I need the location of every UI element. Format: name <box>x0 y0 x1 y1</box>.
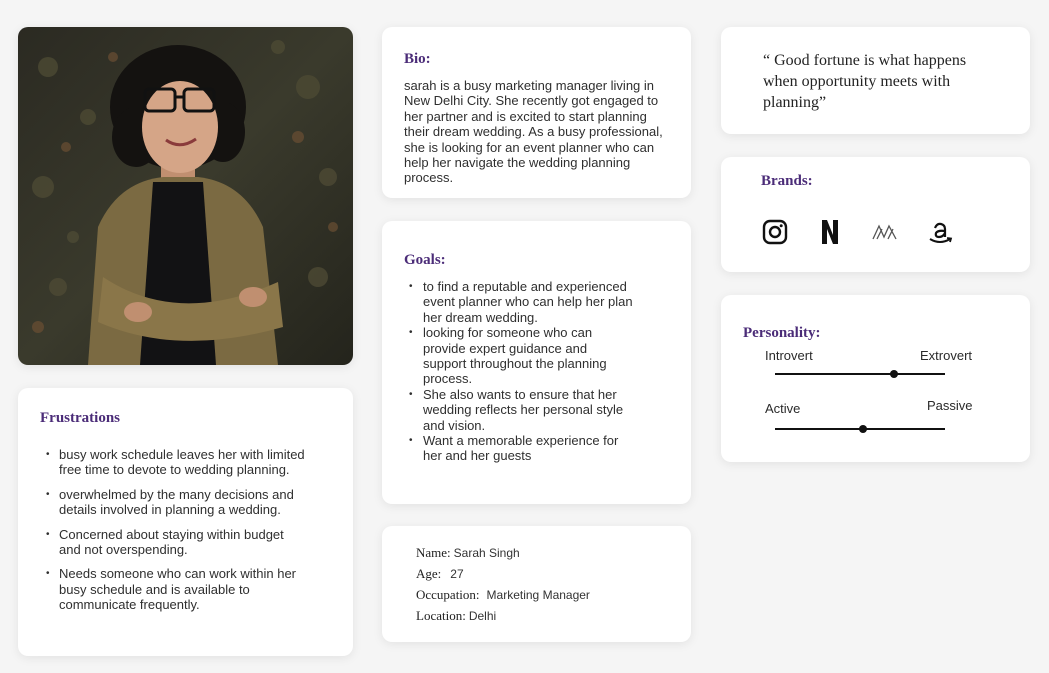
list-item: • Want a memorable experience for her and her guests <box>404 433 633 464</box>
list-item: • overwhelmed by the many decisions and details involved in planning a wedding. <box>40 487 309 518</box>
introvert-extrovert-slider <box>775 373 945 375</box>
location-row <box>416 608 671 629</box>
bio-card <box>382 27 691 198</box>
quote-text: “ Good fortune is what happens when opportunity meets with planning” <box>763 52 967 111</box>
age-label: Age: <box>416 566 442 581</box>
instagram-icon <box>761 218 789 246</box>
age-row <box>416 566 671 587</box>
age-value: 27 <box>450 567 464 581</box>
brands-card <box>721 157 1030 272</box>
quote-card <box>721 27 1030 134</box>
brands-title: Brands: <box>761 173 813 189</box>
personality-sliders <box>743 348 1010 448</box>
portrait-image <box>18 27 353 365</box>
list-item: • Needs someone who can work within her busy schedule and is available to communicate frequently. <box>40 566 309 612</box>
trait-right-label: Extrovert <box>920 348 973 363</box>
netflix-icon <box>816 218 844 246</box>
list-item: • busy work schedule leaves her with limited free time to devote to wedding planning. <box>40 447 309 478</box>
trait-right-label: Passive <box>927 398 973 413</box>
frustrations-title: Frustrations <box>40 410 120 426</box>
active-passive-slider <box>775 428 945 430</box>
location-value: Delhi <box>468 609 497 623</box>
occupation-label: Occupation: <box>416 587 480 602</box>
slider-knob <box>859 425 867 433</box>
location-label: Location: <box>416 608 466 623</box>
occupation-value: Marketing Manager <box>486 588 590 602</box>
personality-card <box>721 295 1030 462</box>
bio-title: Bio: <box>404 51 431 67</box>
brand-icons <box>761 218 1010 246</box>
list-item: • She also wants to ensure that her wedding reflects her personal style and vision. <box>404 387 633 433</box>
list-item: • looking for someone who can provide expert guidance and support throughout the planning process. <box>404 325 633 387</box>
name-label: Name: <box>416 545 451 560</box>
frustrations-list <box>40 447 331 613</box>
frustrations-card <box>18 388 353 656</box>
goals-list <box>404 279 671 464</box>
name-row <box>416 545 671 566</box>
personality-title: Personality: <box>743 325 821 341</box>
goals-card <box>382 221 691 504</box>
list-item: • to find a reputable and experienced event planner who can help her plan her dream wedding. <box>404 279 633 325</box>
trait-left-label: Active <box>765 401 801 416</box>
myntra-icon <box>871 218 899 246</box>
goals-title: Goals: <box>404 252 446 268</box>
name-value: Sarah Singh <box>453 546 520 560</box>
occupation-row <box>416 587 671 608</box>
info-card <box>382 526 691 642</box>
list-item: • Concerned about staying within budget and not overspending. <box>40 527 309 558</box>
profile-photo <box>18 27 353 365</box>
slider-knob <box>890 370 898 378</box>
trait-left-label: Introvert <box>765 348 813 363</box>
bio-text: sarah is a busy marketing manager living in New Delhi City. She recently got engaged to her partner and is excited to start planning their dream wedding. As a busy professional, she is looking for an event planner who can help her navigate the wedding planning process. <box>404 78 663 186</box>
amazon-icon <box>926 218 954 246</box>
